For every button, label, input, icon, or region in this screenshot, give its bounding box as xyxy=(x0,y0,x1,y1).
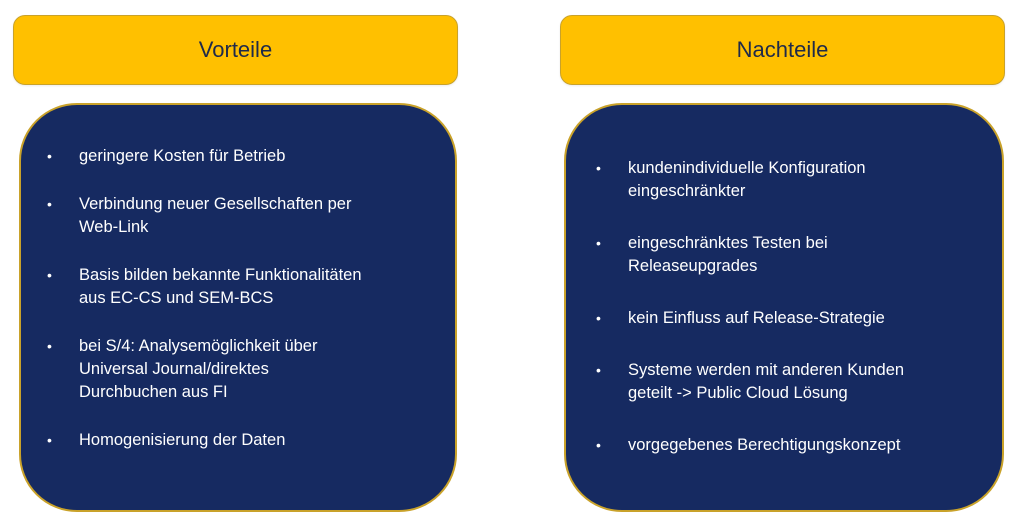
disadvantage-item xyxy=(592,232,978,278)
advantage-text: Verbindung neuer Gesellschaften per Web-Link xyxy=(79,195,352,236)
bullet-icon: • xyxy=(596,235,601,251)
advantages-list xyxy=(43,145,431,452)
bullet-icon: • xyxy=(596,362,601,378)
advantages-title: Vorteile xyxy=(198,37,273,62)
bullet-icon: • xyxy=(47,338,52,354)
bullet-icon: • xyxy=(47,196,52,212)
disadvantages-title: Nachteile xyxy=(736,37,829,62)
disadvantages-header xyxy=(560,15,1005,85)
advantage-item xyxy=(43,429,431,452)
advantage-text: Basis bilden bekannte Funktionalitäten aus EC-CS und SEM-BCS xyxy=(79,266,362,307)
disadvantages-panel xyxy=(564,103,1004,512)
advantage-text: geringere Kosten für Betrieb xyxy=(79,147,286,165)
bullet-icon: • xyxy=(47,267,52,283)
advantages-header xyxy=(13,15,458,85)
disadvantage-item xyxy=(592,434,978,457)
disadvantage-text: kein Einfluss auf Release-Strategie xyxy=(628,309,885,327)
disadvantages-list xyxy=(592,157,978,457)
disadvantage-text: kundenindividuelle Konfiguration eingeschränkter xyxy=(628,159,866,200)
advantage-item xyxy=(43,264,431,310)
disadvantage-item xyxy=(592,359,978,405)
advantage-item xyxy=(43,335,431,404)
disadvantage-text: Systeme werden mit anderen Kunden geteilt -> Public Cloud Lösung xyxy=(628,361,905,402)
bullet-icon: • xyxy=(596,437,601,453)
advantages-panel xyxy=(19,103,457,512)
bullet-icon: • xyxy=(47,432,52,448)
disadvantage-item xyxy=(592,157,978,203)
disadvantage-text: vorgegebenes Berechtigungskonzept xyxy=(628,436,901,454)
bullet-icon: • xyxy=(596,160,601,176)
bullet-icon: • xyxy=(47,148,52,164)
advantage-item xyxy=(43,145,431,168)
disadvantage-item xyxy=(592,307,978,330)
bullet-icon: • xyxy=(596,310,601,326)
advantage-text: Homogenisierung der Daten xyxy=(79,431,286,449)
advantage-text: bei S/4: Analysemöglichkeit über Universal Journal/direktes Durchbuchen aus FI xyxy=(79,337,318,401)
disadvantage-text: eingeschränktes Testen bei Releaseupgrades xyxy=(628,234,828,275)
advantage-item xyxy=(43,193,431,239)
